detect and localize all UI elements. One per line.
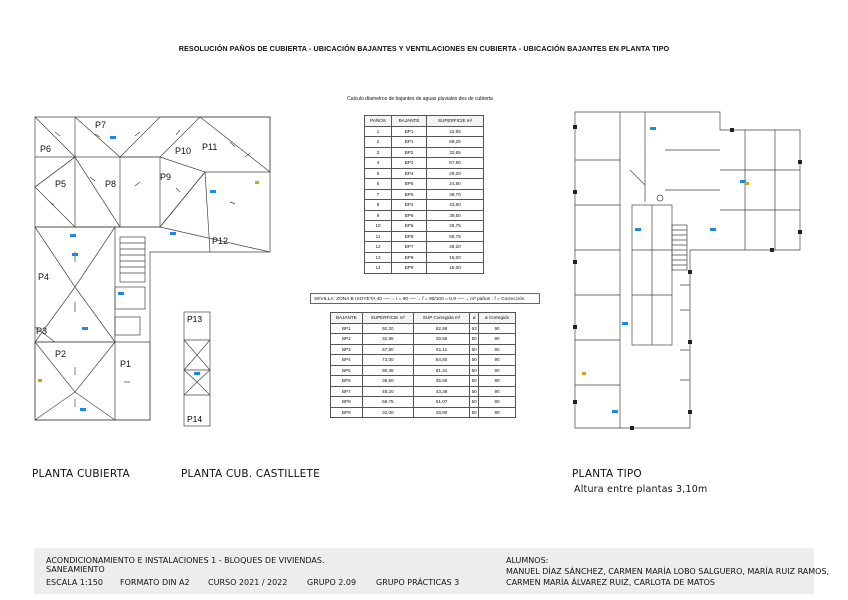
table-header-cell: SUPERFICIE m²	[427, 116, 484, 127]
table-cell: 90	[479, 397, 516, 408]
table-cell: 61,11	[414, 344, 470, 355]
table-row	[331, 407, 516, 418]
label-altura-plantas: Altura entre plantas 3,10m	[574, 484, 708, 495]
pano-label: P1	[120, 359, 132, 369]
pano-label: P5	[55, 179, 67, 189]
table-cell: 50	[470, 355, 479, 366]
table-row	[365, 200, 484, 211]
table-cell: 90	[479, 323, 516, 334]
table-cell: 50	[470, 376, 479, 387]
escala: ESCALA 1:150	[46, 578, 103, 587]
grupo-practicas: GRUPO PRÁCTICAS 3	[376, 578, 460, 587]
table-cell: 12	[365, 242, 392, 253]
table-cell: 26,75	[427, 221, 484, 232]
alumnos-line-2: CARMEN MARÍA ÁLVAREZ RUIZ, CARLOTA DE MATOS	[506, 578, 716, 587]
label-planta-castillete: PLANTA CUB. CASTILLETE	[181, 468, 320, 480]
table-cell: 8	[365, 200, 392, 211]
pano-label: P10	[175, 146, 192, 156]
table-cell: 43,80	[427, 200, 484, 211]
table-cell: 48,20	[362, 386, 413, 397]
table-cell: 39,50	[427, 210, 484, 221]
table-cell: 63	[470, 323, 479, 334]
alumnos-label: ALUMNOS:	[506, 556, 549, 565]
table-cell: BP4	[392, 168, 427, 179]
table-row	[365, 168, 484, 179]
table-cell: 28,20	[427, 168, 484, 179]
table-cell: BP8	[392, 231, 427, 242]
table-cell: BP1	[392, 137, 427, 148]
table-row	[365, 210, 484, 221]
title-block	[34, 548, 830, 594]
subject-title: SANEAMIENTO	[46, 565, 105, 574]
table-cell: 14	[365, 263, 392, 274]
table-cell: 24,80	[427, 179, 484, 190]
table-row	[331, 323, 516, 334]
table-cell: 50	[470, 407, 479, 418]
table-cell: BP3	[331, 344, 363, 355]
table-cell: 22,95	[427, 126, 484, 137]
table-cell: 32,00	[362, 407, 413, 418]
table-row	[365, 252, 484, 263]
pano-label: P7	[95, 120, 107, 130]
course-title: ACONDICIONAMIENTO E INSTALACIONES 1 - BLOQUES DE VIVIENDAS.	[46, 556, 325, 565]
pano-label: P4	[38, 272, 50, 282]
table-row	[365, 189, 484, 200]
table-cell: BP5	[392, 221, 427, 232]
table-cell: BP9	[331, 407, 363, 418]
table-cell: BP5	[331, 365, 363, 376]
table-row	[331, 376, 516, 387]
table-row	[365, 242, 484, 253]
table-cell: BP8	[331, 397, 363, 408]
table-cell: BP4	[392, 200, 427, 211]
table-cell: 54,80	[414, 355, 470, 366]
label-planta-tipo: PLANTA TIPO	[572, 468, 642, 480]
table-cell: 67,80	[427, 158, 484, 169]
table-cell: BP6	[392, 210, 427, 221]
pano-label: P8	[105, 179, 117, 189]
table-cell: BP7	[392, 242, 427, 253]
table-cell: 48,20	[427, 242, 484, 253]
panos-table	[364, 115, 484, 274]
table-cell: 90	[479, 376, 516, 387]
table-cell: 28,80	[414, 407, 470, 418]
table-row	[365, 137, 484, 148]
table-cell: 90	[479, 386, 516, 397]
table-cell: BP9	[392, 263, 427, 274]
typical-floor-plan-drawing	[570, 110, 805, 432]
table-cell: 13	[365, 252, 392, 263]
table-cell: 39,50	[362, 376, 413, 387]
table-row	[331, 365, 516, 376]
table-cell: BP1	[331, 323, 363, 334]
pano-label: P2	[55, 349, 67, 359]
table-cell: 90	[479, 355, 516, 366]
table-header-cell: SUPERFICIE m²	[362, 313, 413, 324]
table-cell: 9	[365, 210, 392, 221]
table-row	[331, 397, 516, 408]
table-cell: 67,80	[362, 344, 413, 355]
table-cell: 50	[470, 344, 479, 355]
table-cell: 90	[479, 334, 516, 345]
table-row	[331, 355, 516, 366]
table-row	[331, 386, 516, 397]
table-cell: 2	[365, 137, 392, 148]
table-cell: 90	[479, 407, 516, 418]
sheet-title: RESOLUCIÓN PAÑOS DE CUBIERTA - UBICACIÓN BAJANTES Y VENTILACIONES EN CUBIERTA - UBICACIÓN BAJANTES EN PLANTA TIPO	[178, 44, 670, 53]
pano-label: P14	[187, 414, 203, 424]
table-cell: 16,00	[427, 263, 484, 274]
table-cell: BP7	[331, 386, 363, 397]
table-header-cell: ø	[470, 313, 479, 324]
table-cell: BP2	[331, 334, 363, 345]
table-header-cell: ø Corregido	[479, 313, 516, 324]
table-cell: 6	[365, 179, 392, 190]
table-header-cell: BAJANTE	[392, 116, 427, 127]
table-cell: 90	[479, 365, 516, 376]
table-cell: BP5	[392, 189, 427, 200]
table-cell: BP3	[392, 158, 427, 169]
table-cell: 51,07	[414, 397, 470, 408]
table-row	[331, 344, 516, 355]
table-row	[331, 334, 516, 345]
table-row	[365, 221, 484, 232]
table-cell: 50	[470, 386, 479, 397]
table-cell: 69,25	[427, 137, 484, 148]
table-cell: BP9	[392, 252, 427, 263]
table-cell: 10	[365, 221, 392, 232]
table-row	[365, 147, 484, 158]
table-cell: 50	[470, 365, 479, 376]
pano-label: P6	[40, 144, 52, 154]
formato: FORMATO DIN A2	[120, 578, 190, 587]
table-cell: BP5	[392, 179, 427, 190]
table-cell: 4	[365, 158, 392, 169]
table-cell: 50	[470, 334, 479, 345]
pano-label: P13	[187, 314, 203, 324]
table-row	[365, 179, 484, 190]
table-cell: 16,00	[427, 252, 484, 263]
table1-caption: Calculo diametros de bajantes de aguas pluviales des de cubierta	[347, 96, 493, 102]
table-cell: 72,00	[362, 355, 413, 366]
table-cell: BP6	[331, 376, 363, 387]
table-row	[365, 158, 484, 169]
table-cell: 90,35	[362, 365, 413, 376]
roof-plan-drawing	[30, 112, 280, 432]
table-cell: 38,70	[427, 189, 484, 200]
pano-label: P12	[212, 236, 229, 246]
table-cell: BP4	[331, 355, 363, 366]
table-row	[365, 263, 484, 274]
table-cell: 81,31	[414, 365, 470, 376]
sevilla-formula: SEVILLA: ZONA B ISOYETA 40 ──→ i = 90 ──→ f = 90/100 = 0,9 ──→ m² paños · f = Corrección	[310, 293, 540, 304]
table-cell: 7	[365, 189, 392, 200]
bajantes-table	[330, 312, 516, 418]
table-cell: 92,20	[362, 323, 413, 334]
table-cell: 58,75	[362, 397, 413, 408]
pano-label: P9	[160, 172, 172, 182]
table-cell: 58,75	[427, 231, 484, 242]
table-cell: 29,56	[414, 334, 470, 345]
table-cell: BP2	[392, 147, 427, 158]
table-header-cell: BAJANTE	[331, 313, 363, 324]
table-row	[365, 126, 484, 137]
table-cell: 43,38	[414, 386, 470, 397]
table-cell: 1	[365, 126, 392, 137]
castillete-drawing	[182, 310, 212, 428]
table-cell: 3	[365, 147, 392, 158]
table-row	[365, 231, 484, 242]
pano-label: P3	[36, 326, 48, 336]
table-cell: 11	[365, 231, 392, 242]
label-planta-cubierta: PLANTA CUBIERTA	[32, 468, 130, 480]
alumnos-line-1: MANUEL DÍAZ SÁNCHEZ, CARMEN MARÍA LOBO SALGUERO, MARÍA RUIZ RAMOS,	[506, 567, 830, 576]
table-cell: 82,98	[414, 323, 470, 334]
table-header-cell: SUP Corregida m²	[414, 313, 470, 324]
table-cell: 90	[479, 344, 516, 355]
grupo: GRUPO 2.09	[307, 578, 357, 587]
table-cell: BP1	[392, 126, 427, 137]
table-cell: 32,85	[362, 334, 413, 345]
table-cell: 35,55	[414, 376, 470, 387]
curso: CURSO 2021 / 2022	[208, 578, 288, 587]
table-header-cell: PAÑOS	[365, 116, 392, 127]
table-cell: 50	[470, 397, 479, 408]
table-cell: 5	[365, 168, 392, 179]
pano-label: P11	[202, 142, 218, 152]
table-cell: 32,85	[427, 147, 484, 158]
